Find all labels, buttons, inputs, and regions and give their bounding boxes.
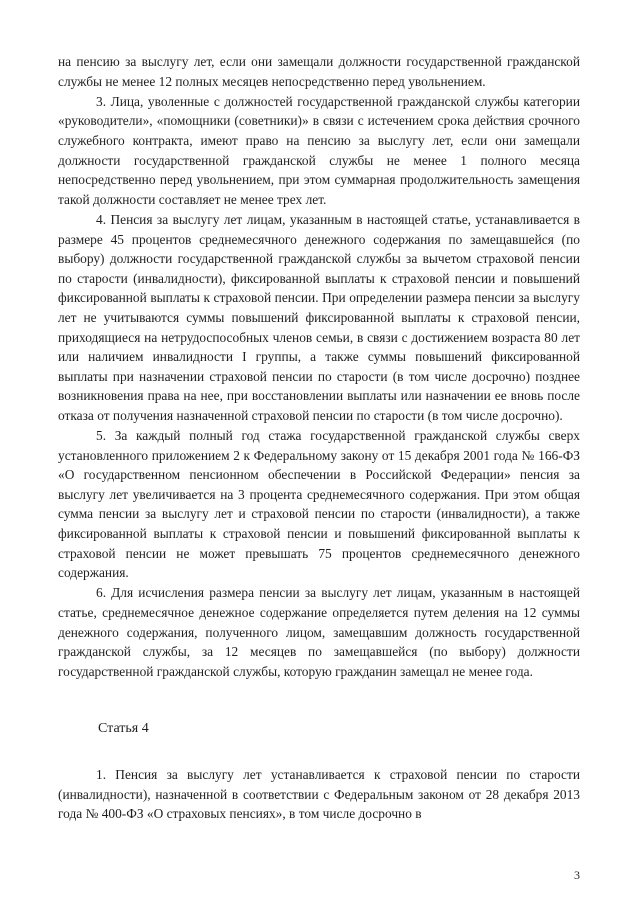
paragraph-5: 5. За каждый полный год стажа государственной гражданской службы сверх установленного приложением 2 к Федеральному закону от 15 декабря 2001 года № 166-ФЗ «О государственном пенсионном обеспечении в Российской Федерации» пенсия за выслугу лет увеличивается на 3 процента среднемесячного содержания. При этом общая сумма пенсии за выслугу лет и страховой пенсии по старости (инвалидности), а также фиксированной выплаты к страховой пенсии и повышений фиксированной выплаты к страховой пенсии не может превышать 75 процентов среднемесячного денежного содержания. (58, 428, 580, 581)
paragraph-6: 6. Для исчисления размера пенсии за выслугу лет лицам, указанным в настоящей статье, среднемесячное денежное содержание определяется путем деления на 12 суммы денежного содержания, полученного лицом, замещавшим должность государственной гражданской службы, за 12 месяцев по замещавшейся (по выбору) должности государственной гражданской службы, которую гражданин замещал не менее года. (58, 585, 580, 679)
paragraph-continuation: на пенсию за выслугу лет, если они замещали должности государственной гражданской службы не менее 12 полных месяцев непосредственно перед увольнением. (58, 54, 580, 89)
article-4-heading: Статья 4 (98, 721, 149, 737)
paragraph-4: 4. Пенсия за выслугу лет лицам, указанным в настоящей статье, устанавливается в размере 45 процентов среднемесячного денежного содержания по замещавшейся (по выбору) должности государственной гражданской службы за вычетом страховой пенсии по старости (инвалидности), фиксированной выплаты к страховой пенсии и повышений фиксированной выплаты к страховой пенсии. При определении размера пенсии за выслугу лет не учитываются суммы повышений фиксированной выплаты к страховой пенсии, приходящиеся на нетрудоспособных членов семьи, в связи с достижением возраста 80 лет или наличием инвалидности I группы, а также суммы повышений фиксированной выплаты при назначении страховой пенсии по старости (в том числе досрочно) позднее возникновения права на нее, при восстановлении выплаты или назначении ее вновь после отказа от получения назначенной страховой пенсии по старости (в том числе досрочно). (58, 211, 580, 423)
page-number: 3 (574, 868, 580, 882)
paragraph-3: 3. Лица, уволенные с должностей государственной гражданской службы категории «руководители», «помощники (советники)» в связи с истечением срока действия срочного служебного контракта, имеют право на пенсию за выслугу лет, если они замещали должности государственной гражданской службы не менее 1 полного месяца непосредственно перед увольнением, при этом суммарная продолжительность замещения такой должности составляет не менее трех лет. (58, 93, 580, 207)
document-body (58, 52, 580, 824)
article-4-paragraph-1: 1. Пенсия за выслугу лет устанавливается к страховой пенсии по старости (инвалидности), назначенной в соответствии с Федеральным законом от 28 декабря 2013 года № 400-ФЗ «О страховых пенсиях», в том числе досрочно в (58, 766, 580, 822)
